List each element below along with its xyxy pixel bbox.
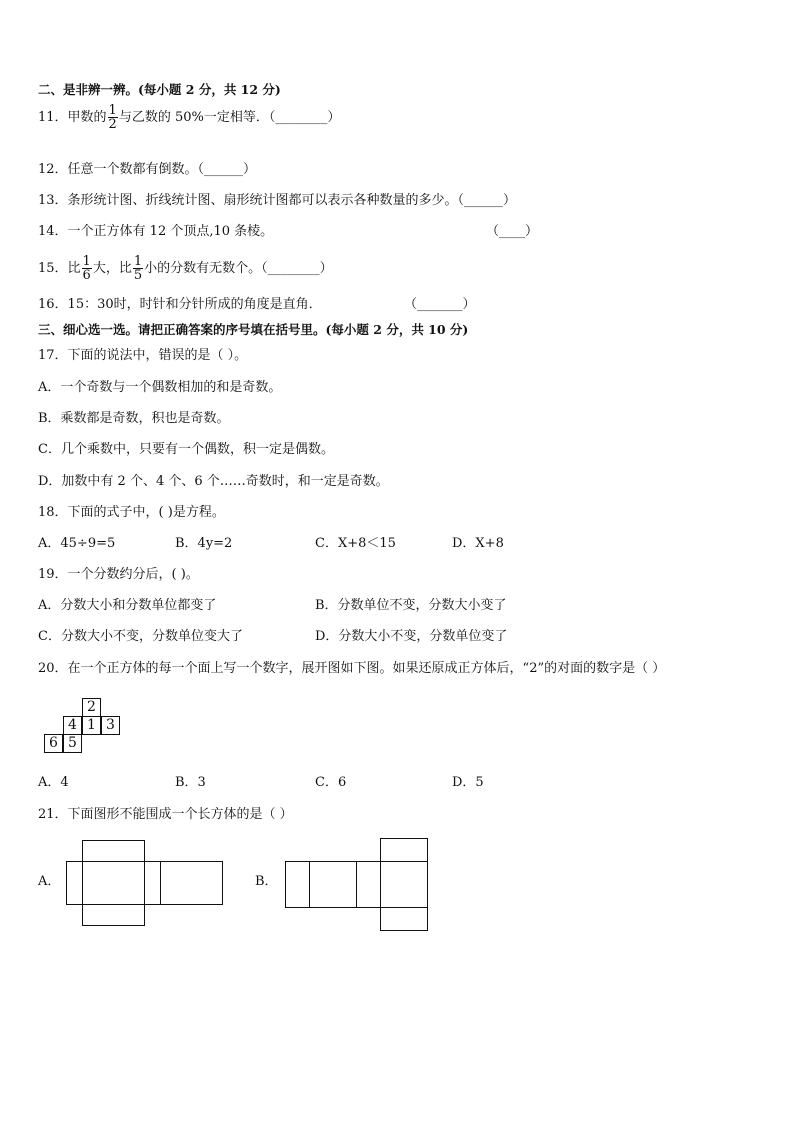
net-b-face-4 [381,862,428,908]
net-b-top-face [381,839,428,862]
question-20-stem: 20．在一个正方体的每一个面上写一个数字，展开图如下图。如果还原成正方体后，“2”的对面的数字是（ ） [38,661,666,676]
question-17-option-b: B．乘数都是奇数，积也是奇数。 [38,411,230,426]
net-b-bottom-face [381,908,428,931]
net-face-mid-right: 3 [101,716,120,735]
q15-suffix: 小的分数有无数个。（________） [144,261,333,276]
question-18-option-b: B．4y=2 [175,536,233,551]
net-face-bot-right: 5 [63,734,82,753]
question-19-option-d: D．分数大小不变，分数单位变了 [315,629,508,644]
question-17-option-a: A．一个奇数与一个偶数相加的和是奇数。 [38,380,282,395]
net-face-mid-left: 4 [63,716,82,735]
cube-net-diagram [44,698,124,758]
question-13: 13．条形统计图、折线统计图、扇形统计图都可以表示各种数量的多少。（______） [38,193,517,208]
q11-suffix: 与乙数的 50%一定相等．（________） [118,110,341,125]
q15-fraction-2 [133,255,143,282]
section-2-title: 二、是非辨一辨。(每小题 2 分，共 12 分) [38,82,281,97]
question-18-option-c: C．X+8＜15 [315,536,396,551]
question-20-option-c: C．6 [315,775,347,790]
question-12: 12．任意一个数都有倒数。（______） [38,162,257,177]
question-18-stem: 18．下面的式子中，( )是方程。 [38,505,225,520]
question-19-option-a: A．分数大小和分数单位都变了 [38,598,217,613]
net-b-face-1 [286,862,310,908]
q11-numerator: 1 [108,103,117,118]
question-17-option-c: C．几个乘数中，只要有一个偶数，积一定是偶数。 [38,442,334,457]
q15-middle: 大，比 [92,261,132,276]
question-20-option-d: D．5 [452,775,484,790]
net-a-top-face [83,841,145,862]
net-face-mid-center: 1 [82,716,101,735]
question-14: 14．一个正方体有 12 个顶点,10 条棱。 [38,224,274,239]
question-15 [38,253,333,285]
section-3-title: 三、细心选一选。请把正确答案的序号填在括号里。(每小题 2 分，共 10 分) [38,322,469,337]
question-17-stem: 17．下面的说法中，错误的是（ ）。 [38,348,248,363]
question-18-option-d: D．X+8 [452,536,504,551]
rectangular-box-net-b [285,838,431,934]
rectangular-box-net-a [66,840,226,928]
q15-denominator-2: 5 [133,268,143,283]
q15-denominator-1: 6 [82,268,91,283]
net-a-left-face [67,862,83,905]
net-face-top: 2 [82,698,101,717]
question-16-blank: （_______） [404,297,476,312]
q11-fraction [108,104,118,131]
question-20-option-b: B．3 [175,775,206,790]
question-17-option-d: D．加数中有 2 个、4 个、6 个……奇数时，和一定是奇数。 [38,474,389,489]
net-a-back-face [161,862,223,905]
q15-numerator-2: 1 [133,254,143,269]
question-19-option-c: C．分数大小不变，分数单位变大了 [38,629,243,644]
q15-fraction-1 [82,255,92,282]
question-16: 16．15：30时，时针和分针所成的角度是直角． [38,297,322,312]
question-21-stem: 21．下面图形不能围成一个长方体的是（ ） [38,807,293,822]
net-face-bot-left: 6 [44,734,63,753]
question-14-blank: （____） [486,224,539,239]
question-20-option-a: A．4 [38,775,69,790]
question-21-option-a-label: A． [38,874,61,889]
q15-numerator-1: 1 [82,254,91,269]
net-b-face-3 [357,862,381,908]
net-a-bottom-face [83,905,145,926]
q11-prefix: 11．甲数的 [38,110,107,125]
question-18-option-a: A．45÷9=5 [38,536,116,551]
question-19-stem: 19．一个分数约分后，( )。 [38,567,199,582]
q15-prefix: 15．比 [38,261,81,276]
net-b-face-2 [310,862,357,908]
question-11 [38,104,340,132]
question-19-option-b: B．分数单位不变，分数大小变了 [315,598,507,613]
net-a-front-face [83,862,145,905]
net-a-right-face [145,862,161,905]
q11-denominator: 2 [108,117,117,132]
question-21-option-b-label: B． [255,874,278,889]
